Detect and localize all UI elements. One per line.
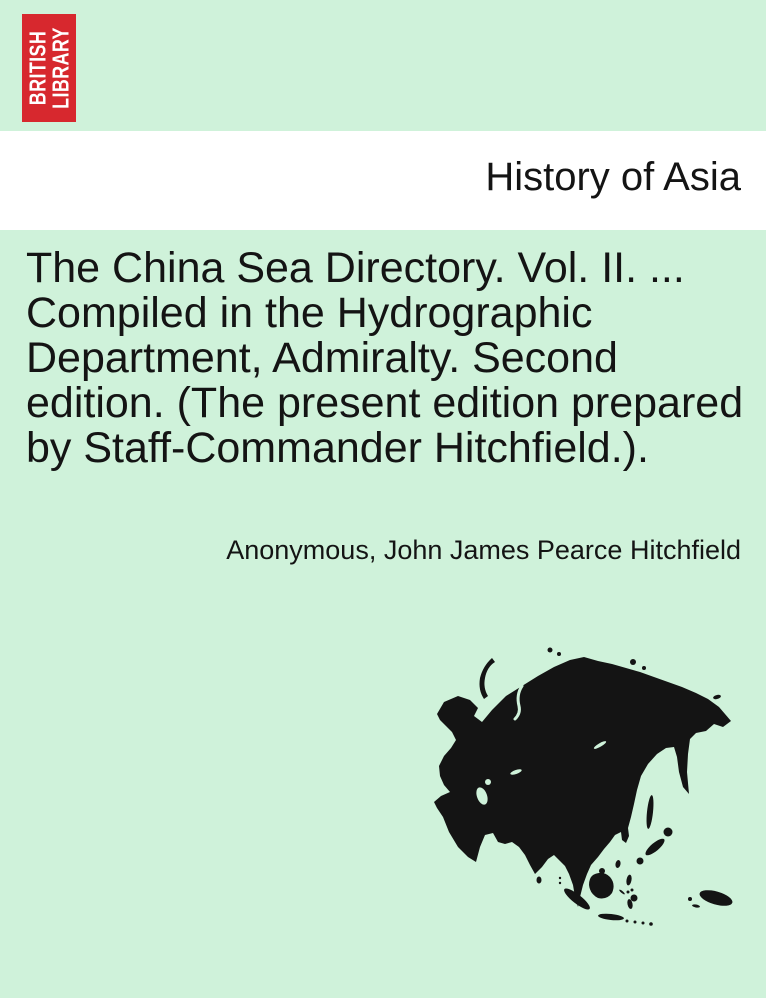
logo-line-library: LIBRARY [47, 27, 73, 109]
book-title-line: Department, Admiralty. Second [26, 334, 618, 382]
british-library-logo [22, 14, 76, 122]
book-title-line: by Staff-Commander Hitchfield.). [26, 424, 649, 472]
book-authors: Anonymous, John James Pearce Hitchfield [226, 535, 741, 565]
book-title [26, 246, 756, 471]
category-label: History of Asia [485, 155, 741, 199]
british-library-logo-text [26, 27, 72, 109]
book-title-line: Compiled in the Hydrographic [26, 289, 593, 337]
book-title-line: The China Sea Directory. Vol. II. ... [26, 244, 685, 292]
logo-line-british: BRITISH [24, 30, 50, 106]
book-title-line: edition. (The present edition prepared [26, 379, 744, 427]
asia-silhouette-icon [428, 636, 738, 936]
category-band [0, 131, 766, 230]
